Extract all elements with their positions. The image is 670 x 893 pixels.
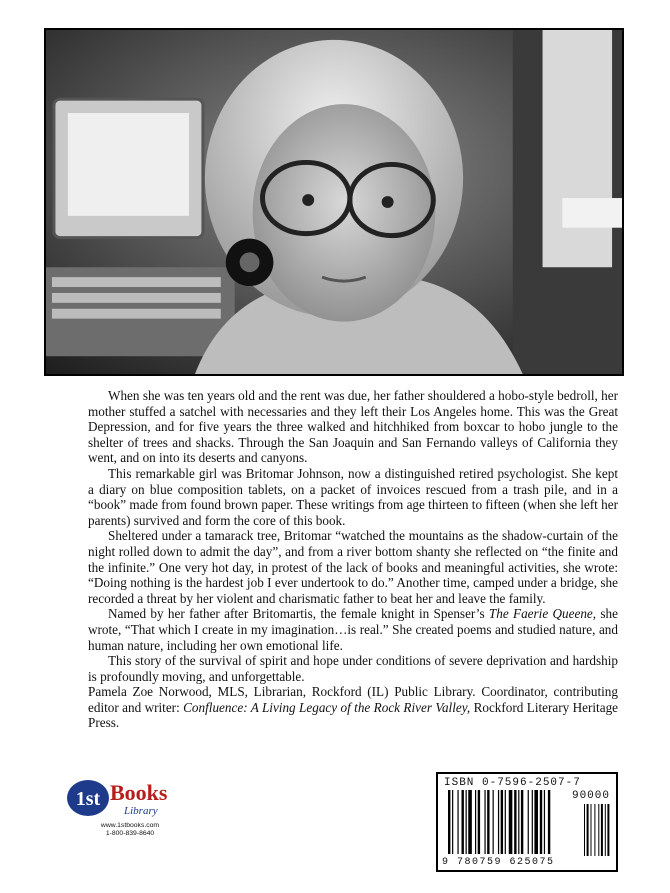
blurb-text: , she wrote, “That which I create in my imagination…is real.” She created poems and studied nature, and human nature, including her own emotional life. — [88, 606, 618, 653]
barcode-bar — [534, 790, 538, 854]
barcode-bar — [544, 790, 545, 854]
author-photo — [44, 28, 624, 376]
supplement-barcode-icon — [584, 804, 612, 856]
logo-sub: Library — [124, 805, 158, 817]
barcode-bar — [540, 790, 542, 854]
barcode-bar — [514, 790, 516, 854]
barcode-bar — [521, 790, 523, 854]
1stbooks-logo-icon — [66, 778, 178, 818]
barcode-bar — [468, 790, 472, 854]
barcode-bar — [493, 790, 494, 854]
barcode-bar — [509, 790, 513, 854]
supplement-bar — [584, 804, 585, 856]
blurb-paragraph: This story of the survival of spirit and hope under conditions of severe deprivation and hardship is profoundly moving, and unforgettable. — [88, 653, 618, 684]
barcode-bar — [462, 790, 464, 854]
barcode-bar — [452, 790, 453, 854]
barcode-bar — [501, 790, 503, 854]
publisher-contact — [80, 822, 180, 838]
barcode-bar — [548, 790, 550, 854]
supplement-bar — [601, 804, 603, 856]
blurb-paragraph: This remarkable girl was Britomar Johnson, now a distinguished retired psychologist. She kept a diary on blue composition tablets, on a packet of invoices rescued from a trash pile, and in a “book” made from found brown paper. These writings from age thirteen to fifteen (when she left her parents) survived and form the core of this book. — [88, 465, 618, 528]
supplement-bar — [605, 804, 606, 856]
barcode-bar — [528, 790, 529, 854]
barcode-bar — [487, 790, 489, 854]
barcode-bar — [478, 790, 480, 854]
supplement-bar — [594, 804, 595, 856]
barcode-digits: 9 780759 625075 — [442, 857, 555, 868]
book-title-confluence: Confluence: A Living Legacy of the Rock River Valley, — [183, 699, 471, 715]
publisher-logo — [60, 778, 180, 852]
barcode-bar — [448, 790, 450, 854]
logo-number: 1st — [75, 788, 101, 810]
blurb-paragraph — [88, 606, 618, 653]
publisher-url: www.1stbooks.com — [100, 822, 160, 829]
barcode-bars-icon — [448, 790, 578, 854]
blurb-paragraph: When she was ten years old and the rent was due, her father shouldered a hobo-style bedroll, her mother stuffed a satchel with necessaries and they left their Los Angeles home. This was the Great Depression, and for five years the three walked and hitchhiked from boxcar to hobo jungle to the shelter of trees and shacks. Through the San Joaquin and San Fernando valleys of California they went, and on into its deserts and canyons. — [88, 388, 618, 466]
supplement-bar — [598, 804, 599, 856]
barcode-bar — [532, 790, 533, 854]
supplement-bar — [591, 804, 592, 856]
author-portrait-icon — [46, 30, 622, 374]
credit-text: Rockford Literary Heritage Press. — [88, 699, 619, 731]
book-title-faerie-queene: The Faerie Queene — [488, 606, 593, 622]
barcode-bar — [498, 790, 499, 854]
barcode-bar — [484, 790, 485, 854]
credit-text: Pamela Zoe Norwood, MLS, Librarian, Rockford (IL) Public Library. Coordinator, contributing editor and writer: — [88, 684, 618, 715]
blurb-text: Named by her father after Britomartis, the female knight in Spenser’s — [108, 606, 489, 622]
isbn-number: ISBN 0-7596-2507-7 — [444, 777, 581, 789]
price-code: 90000 — [571, 790, 610, 802]
isbn-barcode — [436, 772, 618, 872]
supplement-bar — [587, 804, 589, 856]
barcode-bar — [466, 790, 467, 854]
reviewer-credit — [88, 684, 618, 731]
barcode-bar — [505, 790, 506, 854]
barcode-bar — [518, 790, 519, 854]
back-cover-blurb — [88, 388, 618, 731]
logo-word: Books — [110, 780, 168, 805]
supplement-bar — [607, 804, 609, 856]
publisher-phone: 1-800-839-8640 — [105, 830, 155, 837]
barcode-bar — [475, 790, 476, 854]
barcode-bar — [457, 790, 458, 854]
blurb-paragraph: Sheltered under a tamarack tree, Britomar “watched the mountains as the shadow-curtain of the night rolled down to admit the day”, and from a river bottom shanty she reflected on “the finite and the infinite.” One very hot day, in protest of the lack of books and meaningful activities, she wrote: “Doing nothing is the hardest job I ever undertook to do.” Another time, camped under a bridge, she recorded a threat by her violent and charismatic father to beat her and leave the family. — [88, 528, 618, 606]
